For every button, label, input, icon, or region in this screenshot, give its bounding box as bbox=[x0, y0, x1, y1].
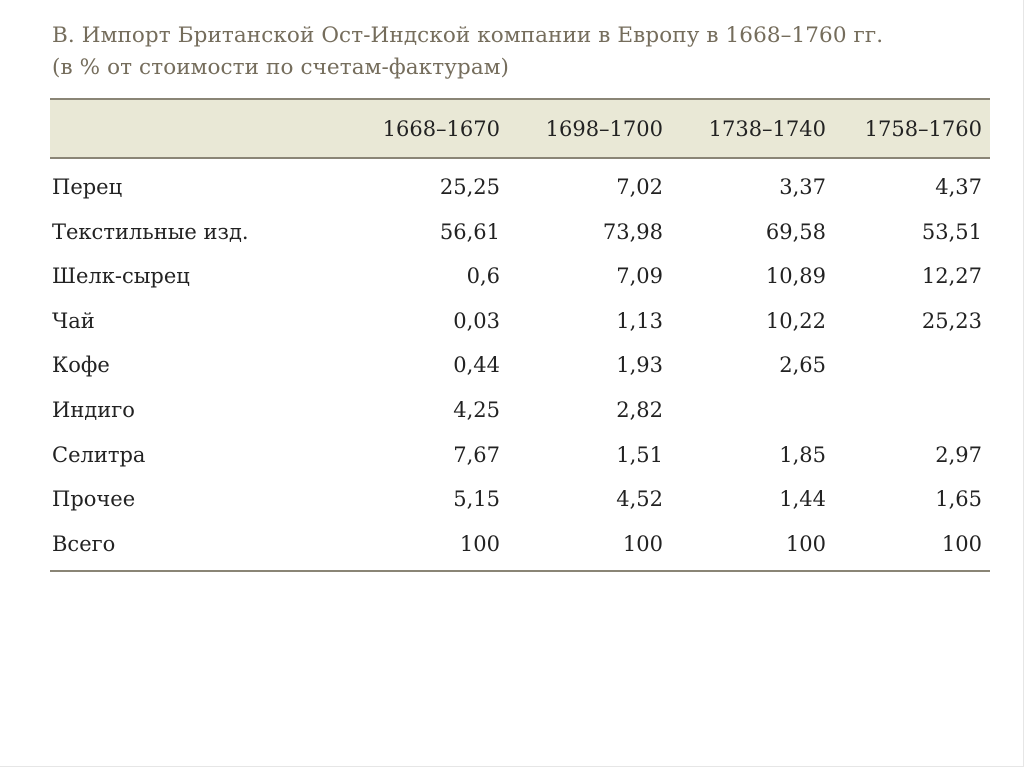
table-cell: 4,37 bbox=[935, 175, 982, 199]
table-cell: 4,52 bbox=[616, 487, 663, 512]
table-cell: 3,37 bbox=[779, 175, 826, 199]
table-row bbox=[50, 210, 990, 255]
table-cell: 1,93 bbox=[616, 353, 663, 378]
table-row bbox=[50, 299, 990, 344]
table-cell: 7,09 bbox=[616, 264, 663, 289]
table-header-row bbox=[50, 100, 990, 157]
table-cell: 10,89 bbox=[765, 264, 826, 289]
row-label: Селитра bbox=[52, 442, 146, 467]
table-row bbox=[50, 477, 990, 522]
table-row bbox=[50, 343, 990, 388]
table-cell: 73,98 bbox=[602, 219, 663, 244]
table-cell: 1,44 bbox=[779, 487, 826, 512]
table-cell: 100 bbox=[622, 531, 663, 556]
table-cell: 12,27 bbox=[921, 264, 982, 289]
table-cell: 10,22 bbox=[765, 308, 826, 333]
row-label: Кофе bbox=[52, 353, 110, 378]
table-cell: 7,67 bbox=[453, 442, 500, 467]
row-label: Индиго bbox=[52, 397, 135, 422]
row-label: Прочее bbox=[52, 487, 136, 512]
table-cell: 5,15 bbox=[453, 487, 500, 512]
table-body bbox=[50, 159, 990, 566]
table-row-total bbox=[50, 522, 990, 567]
table-cell: 0,6 bbox=[466, 264, 500, 289]
row-label: Текстильные изд. bbox=[52, 219, 249, 244]
table-bottom-rule bbox=[50, 570, 990, 572]
table-cell: 1,85 bbox=[779, 442, 826, 467]
row-label: Перец bbox=[52, 175, 123, 199]
row-label: Чай bbox=[52, 308, 95, 333]
table-cell: 2,97 bbox=[935, 442, 982, 467]
table-cell: 2,65 bbox=[779, 353, 826, 378]
row-label: Всего bbox=[52, 531, 116, 556]
column-header: 1738–1740 bbox=[708, 117, 826, 141]
column-header: 1668–1670 bbox=[382, 117, 500, 141]
row-label: Шелк-сырец bbox=[52, 264, 190, 289]
table-cell: 1,51 bbox=[616, 442, 663, 467]
table-cell: 1,13 bbox=[616, 308, 663, 333]
table-cell: 0,03 bbox=[453, 308, 500, 333]
table-title bbox=[52, 20, 992, 84]
table-cell: 1,65 bbox=[935, 487, 982, 512]
table-row bbox=[50, 433, 990, 478]
table-row bbox=[50, 254, 990, 299]
title-line-2: (в % от стоимости по счетам-фактурам) bbox=[52, 55, 510, 80]
table-cell: 100 bbox=[785, 531, 826, 556]
table-cell: 100 bbox=[459, 531, 500, 556]
table-row bbox=[50, 165, 990, 210]
table-cell: 4,25 bbox=[453, 397, 500, 422]
table-cell: 25,23 bbox=[921, 308, 982, 333]
column-header: 1758–1760 bbox=[864, 117, 982, 141]
import-table bbox=[50, 98, 990, 572]
table-cell: 69,58 bbox=[765, 219, 826, 244]
table-cell: 25,25 bbox=[439, 175, 500, 199]
table-cell: 7,02 bbox=[616, 175, 663, 199]
table-cell: 53,51 bbox=[921, 219, 982, 244]
table-cell: 56,61 bbox=[439, 219, 500, 244]
table-cell: 100 bbox=[941, 531, 982, 556]
table-cell: 2,82 bbox=[616, 397, 663, 422]
column-header: 1698–1700 bbox=[545, 117, 663, 141]
table-cell: 0,44 bbox=[453, 353, 500, 378]
title-line-1: B. Импорт Британской Ост-Индской компании в Европу в 1668–1760 гг. bbox=[52, 23, 884, 48]
table-row bbox=[50, 388, 990, 433]
